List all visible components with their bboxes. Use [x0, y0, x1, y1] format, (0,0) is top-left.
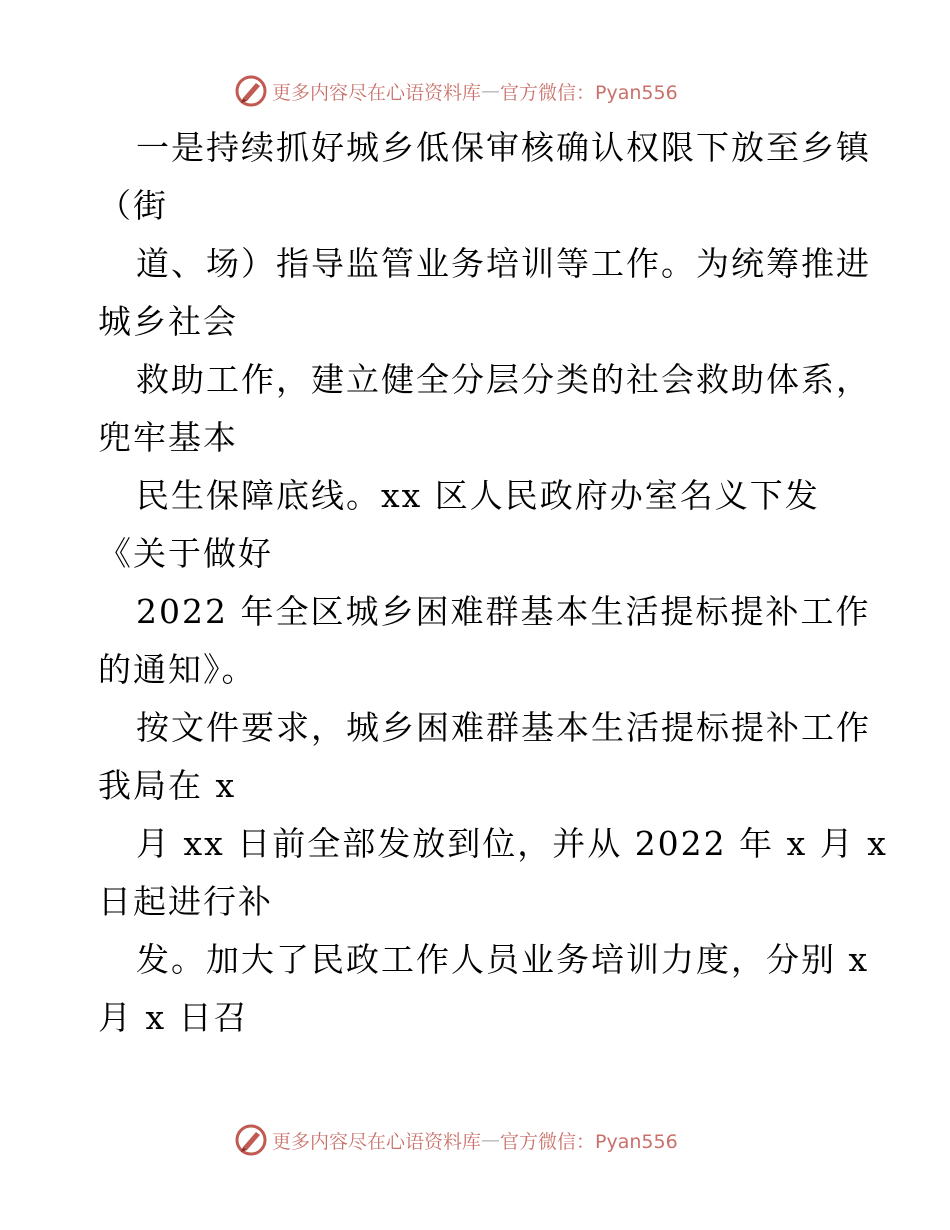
text-line: 兜牢基本	[98, 418, 238, 457]
text-line: 月 xx 日前全部发放到位，并从 2022 年 x 月 x	[136, 824, 888, 863]
text-line: 按文件要求，城乡困难群基本生活提标提补工作	[136, 708, 871, 747]
watermark-separator: —	[481, 1129, 501, 1151]
text-line: 民生保障底线。xx 区人民政府办室名义下发	[136, 476, 820, 515]
text-line: 一是持续抓好城乡低保审核确认权限下放至乡镇	[136, 128, 871, 167]
watermark-footer	[234, 1122, 678, 1158]
text-line: （街	[98, 186, 168, 225]
watermark-separator: —	[481, 80, 501, 102]
text-line: 道、场）指导监管业务培训等工作。为统筹推进	[136, 244, 871, 283]
watermark-text: 更多内容尽在心语资料库	[272, 81, 482, 104]
watermark-text: 更多内容尽在心语资料库	[272, 1130, 482, 1153]
watermark-contact: 官方微信：Pyan556	[500, 1130, 678, 1153]
watermark-contact: 官方微信：Pyan556	[500, 81, 678, 104]
pen-circle-logo-icon	[234, 1123, 268, 1157]
text-line: 救助工作，建立健全分层分类的社会救助体系，	[136, 360, 871, 399]
text-line: 我局在 x	[98, 766, 237, 805]
text-line: 《关于做好	[98, 534, 273, 573]
text-line: 月 x 日召	[98, 998, 249, 1037]
text-line: 发。加大了民政工作人员业务培训力度，分别 x	[136, 940, 870, 979]
text-line: 的通知》。	[98, 650, 257, 689]
text-line: 日起进行补	[98, 882, 273, 921]
text-line: 2022 年全区城乡困难群基本生活提标提补工作	[136, 592, 871, 631]
text-line: 城乡社会	[98, 302, 238, 341]
